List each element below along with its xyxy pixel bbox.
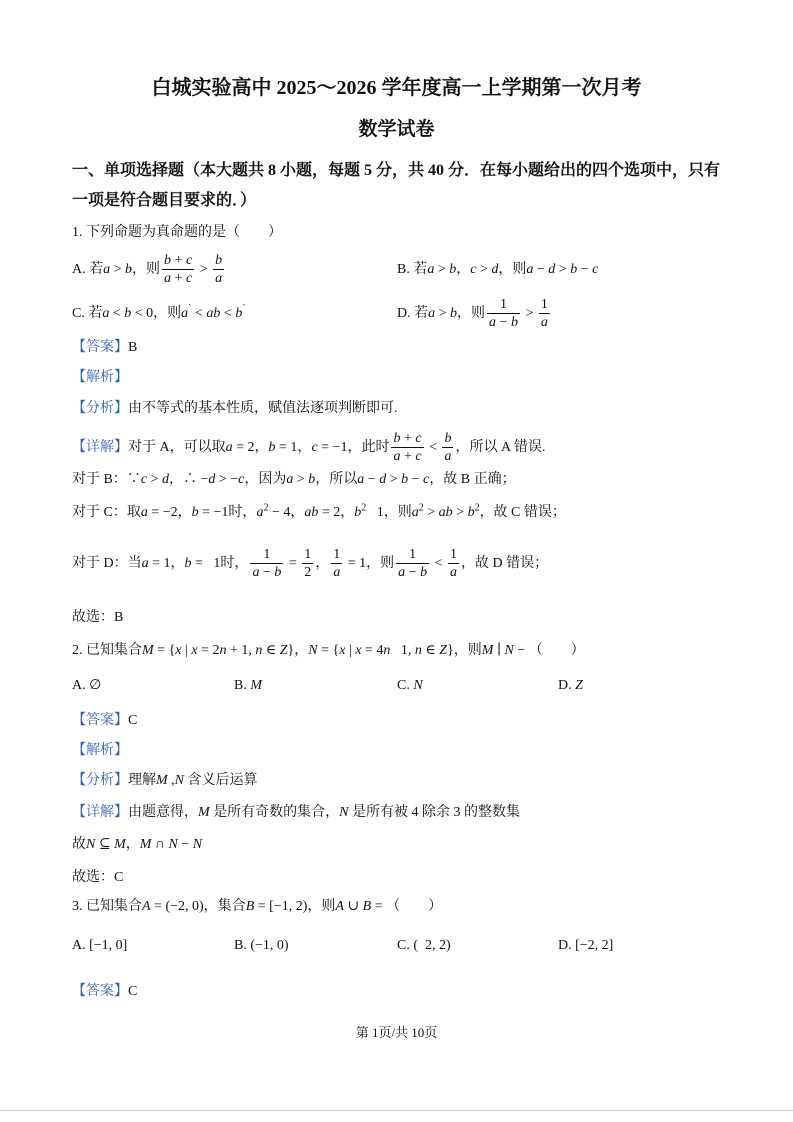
math-variable: M <box>139 837 152 852</box>
q2-conclusion <box>72 867 123 889</box>
text-segment: + <box>400 449 416 465</box>
fraction-numerator <box>302 546 313 564</box>
superscript: 2 <box>474 502 480 514</box>
fraction <box>213 252 224 287</box>
text-segment: 由题意得， <box>128 805 198 820</box>
text-segment: C. 若 <box>72 306 103 321</box>
fraction-denominator <box>539 314 550 331</box>
math-variable: n <box>414 643 422 658</box>
q1-conclusion <box>72 607 123 629</box>
fraction <box>539 296 550 331</box>
math-variable: a <box>256 505 264 520</box>
math-variable: N <box>413 678 423 693</box>
fraction-numerator <box>162 252 194 270</box>
text-segment: 1 <box>449 547 457 563</box>
text-segment: B. (−1, 0) <box>234 938 289 953</box>
q2-xiangjie <box>72 802 520 824</box>
text-segment: > <box>452 505 468 520</box>
fraction-denominator <box>331 564 342 581</box>
text-segment: > <box>293 472 309 487</box>
fraction <box>391 430 423 465</box>
math-variable: a <box>393 449 401 465</box>
superscript: ` <box>188 303 192 315</box>
math-variable: N <box>168 837 178 852</box>
math-variable: M <box>250 678 263 693</box>
text-segment: ，因为 <box>244 472 287 487</box>
math-variable: c <box>185 271 193 287</box>
q2-option-b <box>234 675 262 697</box>
text-segment: 1 <box>263 547 271 563</box>
q1-analysis-label <box>72 367 128 389</box>
section-label: 【详解】 <box>72 805 128 820</box>
text-segment: = <box>285 556 301 571</box>
section-label: 【分析】 <box>72 401 128 416</box>
text-segment: = 1，则 <box>344 556 395 571</box>
text-segment: B <box>128 340 138 355</box>
text-segment: = −1，此时 <box>317 440 390 455</box>
superscript: 2 <box>361 502 367 514</box>
text-segment: − 4， <box>268 505 305 520</box>
math-variable: c <box>185 253 193 269</box>
text-segment: − <box>259 565 275 581</box>
text-segment: A. [−1, 0] <box>72 938 128 953</box>
q2-fenxi <box>72 770 258 792</box>
math-variable: M <box>114 837 126 852</box>
text-segment: 理解 <box>128 773 156 788</box>
text-segment: − <box>533 262 549 277</box>
text-segment: = 4 <box>361 643 384 658</box>
math-variable: a <box>252 565 260 581</box>
text-segment: ，故 C 错误； <box>479 505 566 520</box>
math-variable: b <box>450 306 458 321</box>
text-segment: D. 若 <box>397 306 429 321</box>
text-segment: > <box>196 262 212 277</box>
math-variable: b <box>184 556 192 571</box>
q1-xiangjie <box>72 428 545 468</box>
fraction-numerator <box>448 546 459 564</box>
math-variable: a <box>449 565 457 581</box>
math-variable: b <box>510 315 518 331</box>
math-variable: Z <box>279 643 288 658</box>
text-segment: ，则 <box>498 262 527 277</box>
text-segment: ，故 B 正确； <box>429 472 516 487</box>
math-variable: a <box>181 306 189 321</box>
text-segment: = 1时， <box>191 556 249 571</box>
math-variable: d <box>161 472 169 487</box>
text-segment: < <box>425 440 441 455</box>
text-segment: = 2， <box>232 440 269 455</box>
math-variable: b <box>125 262 133 277</box>
math-variable: ab <box>206 306 221 321</box>
q2-option-a <box>72 675 101 697</box>
math-variable: a <box>103 262 111 277</box>
math-variable: Z <box>575 678 583 693</box>
text-segment: 1. 下列命题为真命题的是（ ） <box>72 225 282 240</box>
math-variable: b <box>274 565 282 581</box>
text-segment: | <box>345 643 356 658</box>
section-label: 【解析】 <box>72 370 128 385</box>
text-segment: ， <box>125 837 140 852</box>
math-variable: A <box>142 899 151 914</box>
text-segment: + <box>171 271 186 287</box>
text-segment: ，所以 A 错误. <box>455 440 546 455</box>
section-label: 【分析】 <box>72 773 128 788</box>
q3-option-c <box>397 935 451 957</box>
math-variable: b <box>308 472 316 487</box>
math-variable: a <box>427 262 435 277</box>
text-segment: D. [−2, 2] <box>558 938 614 953</box>
math-variable: a <box>140 505 148 520</box>
text-segment: = [−1, 2)，则 <box>254 899 336 914</box>
q3-stem <box>72 896 442 918</box>
fraction-numerator <box>539 296 550 314</box>
math-variable: N <box>308 643 318 658</box>
text-segment: ∩ <box>151 837 169 852</box>
text-segment: − <box>177 837 193 852</box>
text-segment: = (−2, 0)，集合 <box>150 899 246 914</box>
text-segment: ∈ <box>421 643 440 658</box>
text-segment: 2 <box>304 565 312 581</box>
text-segment: < <box>220 306 236 321</box>
text-segment: > − <box>215 472 239 487</box>
text-segment: − <box>496 315 511 331</box>
math-variable: Z <box>439 643 448 658</box>
fraction-denominator <box>162 270 194 287</box>
q2-option-c <box>397 675 423 697</box>
text-segment: 故选：B <box>72 610 124 625</box>
q1-stem <box>72 222 282 244</box>
text-segment: ， <box>456 262 471 277</box>
text-segment: − <box>577 262 593 277</box>
fraction <box>302 546 313 581</box>
fraction-denominator <box>442 448 453 465</box>
text-segment: 故选：C <box>72 870 124 885</box>
text-segment: > <box>555 262 571 277</box>
fraction-numerator <box>442 430 453 448</box>
text-segment: 1 <box>304 547 312 563</box>
text-segment: 1 <box>499 297 507 313</box>
math-variable: b <box>444 431 452 447</box>
text-segment: ，则 <box>132 262 161 277</box>
fraction <box>162 252 194 287</box>
math-variable: N <box>192 837 203 852</box>
text-segment: 1 <box>333 547 341 563</box>
text-segment: 对于 C：取 <box>72 505 141 520</box>
fraction-denominator <box>487 314 520 331</box>
math-variable: c <box>311 440 318 455</box>
text-segment: 对于 B：∵ <box>72 472 141 487</box>
q2-answer <box>72 710 137 732</box>
text-segment: , <box>167 773 175 788</box>
math-variable: a <box>286 472 294 487</box>
math-variable: x <box>191 643 198 658</box>
text-segment: = −1时， <box>198 505 257 520</box>
q1-option-b <box>397 259 598 281</box>
section-label: 【详解】 <box>72 440 128 455</box>
text-segment: ，所以 <box>315 472 358 487</box>
math-variable: M <box>156 773 168 788</box>
text-segment: ∪ <box>343 899 363 914</box>
math-variable: ab <box>304 505 319 520</box>
text-segment: > <box>434 262 450 277</box>
text-segment: ⊆ <box>95 837 115 852</box>
q1-option-c <box>72 303 246 325</box>
text-segment: − <box>408 472 424 487</box>
q1-case-d <box>72 544 548 584</box>
fraction-numerator <box>250 546 283 564</box>
text-segment: | <box>181 643 192 658</box>
fraction <box>448 546 459 581</box>
fraction-numerator <box>213 252 224 270</box>
text-segment: > <box>110 262 126 277</box>
q1-option-a <box>72 250 226 290</box>
page-number-footer: 第 1页/共 10页 <box>355 1025 438 1040</box>
superscript: ` <box>242 303 246 315</box>
text-segment: < <box>109 306 125 321</box>
fraction-denominator <box>396 564 429 581</box>
text-segment: }，则 <box>447 643 482 658</box>
text-segment: 1 <box>540 297 548 313</box>
math-variable: x <box>339 643 346 658</box>
q2-analysis-label <box>72 740 128 762</box>
math-variable: a <box>357 472 365 487</box>
text-segment: ，故 D 错误； <box>460 556 549 571</box>
math-variable: b <box>215 253 223 269</box>
math-variable: n <box>255 643 263 658</box>
text-segment: A. ∅ <box>72 678 102 693</box>
math-variable: b <box>235 306 243 321</box>
fraction-denominator <box>448 564 459 581</box>
math-variable: c <box>140 472 148 487</box>
math-variable: A <box>335 899 344 914</box>
math-variable: x <box>175 643 182 658</box>
math-variable: a <box>215 271 223 287</box>
text-segment: = （ ） <box>371 899 443 914</box>
math-variable: M <box>142 643 154 658</box>
text-segment: < 0，则 <box>131 306 182 321</box>
text-segment: B. 若 <box>397 262 428 277</box>
text-segment: ，则 <box>457 306 486 321</box>
section-label: 【解析】 <box>72 743 128 758</box>
math-variable: a <box>540 315 548 331</box>
math-variable: a <box>489 315 497 331</box>
text-segment: A. 若 <box>72 262 104 277</box>
section-label: 【答案】 <box>72 713 128 728</box>
text-segment: 含义后运算 <box>184 773 258 788</box>
text-segment: 1 <box>409 547 417 563</box>
math-variable: M <box>481 643 494 658</box>
math-variable: c <box>423 472 430 487</box>
text-segment: C. ( 2, 2) <box>397 938 451 953</box>
math-variable: a <box>398 565 406 581</box>
text-segment: + 1, <box>226 643 256 658</box>
math-variable: a <box>526 262 534 277</box>
fraction-numerator <box>396 546 429 564</box>
math-variable: c <box>415 449 422 465</box>
math-variable: b <box>191 505 199 520</box>
text-segment: = 1， <box>148 556 185 571</box>
text-segment: + <box>171 253 186 269</box>
text-segment: 故 <box>72 837 86 852</box>
text-segment: }， <box>287 643 309 658</box>
math-variable: b <box>570 262 578 277</box>
text-segment: = 1， <box>275 440 312 455</box>
text-segment: 是所有奇数的集合， <box>209 805 340 820</box>
text-segment: 1，则 <box>366 505 412 520</box>
math-variable: N <box>504 643 514 658</box>
text-segment: < <box>431 556 446 571</box>
fraction-denominator <box>250 564 283 581</box>
q1-case-b <box>72 469 516 491</box>
text-segment: < <box>191 306 207 321</box>
q2-subset-line <box>72 834 202 856</box>
q3-option-b <box>234 935 289 957</box>
q3-option-a <box>72 935 127 957</box>
fraction-denominator <box>302 564 313 581</box>
math-variable: N <box>174 773 185 788</box>
text-segment: − （ ） <box>513 643 585 658</box>
text-segment: D. <box>558 678 576 693</box>
fraction-denominator <box>213 270 224 287</box>
math-variable: N <box>339 805 349 820</box>
math-variable: d <box>379 472 387 487</box>
superscript: 2 <box>418 502 424 514</box>
text-segment: = 2， <box>318 505 355 520</box>
math-variable: a <box>141 556 149 571</box>
section-label: 【答案】 <box>72 984 128 999</box>
math-variable: b <box>401 472 409 487</box>
math-variable: M <box>198 805 210 820</box>
text-segment: B. <box>234 678 251 693</box>
text-segment: − <box>364 472 380 487</box>
text-segment: + <box>400 431 416 447</box>
text-segment: 1, <box>390 643 415 658</box>
superscript: 2 <box>263 502 269 514</box>
math-variable: a <box>411 505 419 520</box>
math-variable: c <box>415 431 422 447</box>
section-heading-line-2: 一项是符合题目要求的．） <box>72 192 257 209</box>
text-segment: ∈ <box>262 643 280 658</box>
math-variable: c <box>238 472 245 487</box>
text-segment: = { <box>317 643 340 658</box>
bottom-divider <box>0 1110 793 1111</box>
fraction-numerator <box>391 430 423 448</box>
text-segment: 对于 A，可以取 <box>128 440 226 455</box>
text-segment: C <box>128 984 138 999</box>
q2-stem <box>72 640 585 662</box>
math-variable: b <box>354 505 362 520</box>
text-segment: = { <box>153 643 176 658</box>
q2-option-d <box>558 675 583 697</box>
math-variable: c <box>592 262 599 277</box>
math-variable: a <box>225 440 233 455</box>
math-variable: b <box>124 306 132 321</box>
math-variable: a <box>164 271 172 287</box>
math-variable: b <box>393 431 401 447</box>
text-segment: ，∴ − <box>168 472 209 487</box>
fraction <box>396 546 429 581</box>
exam-subject-title: 数学试卷 <box>358 119 435 140</box>
text-segment: = 2 <box>197 643 220 658</box>
text-segment: 对于 D：当 <box>72 556 142 571</box>
section-label: 【答案】 <box>72 340 128 355</box>
math-variable: d <box>208 472 216 487</box>
math-variable: n <box>383 643 391 658</box>
fraction <box>442 430 453 465</box>
math-variable: d <box>548 262 556 277</box>
math-variable: ab <box>438 505 453 520</box>
q3-answer <box>72 981 137 1003</box>
math-variable: b <box>420 565 428 581</box>
q1-fenxi <box>72 398 398 420</box>
q1-option-d <box>397 294 552 334</box>
text-segment: − <box>405 565 421 581</box>
math-variable: a <box>102 306 110 321</box>
q1-case-c <box>72 502 566 524</box>
text-segment: ， <box>315 556 330 571</box>
text-segment: > <box>521 306 537 321</box>
text-segment: = −2， <box>147 505 192 520</box>
fraction-denominator <box>391 448 423 465</box>
q3-option-d <box>558 935 613 957</box>
math-variable: b <box>268 440 276 455</box>
text-segment: > <box>386 472 402 487</box>
math-variable: c <box>470 262 477 277</box>
math-variable: b <box>164 253 172 269</box>
math-variable: x <box>355 643 362 658</box>
math-variable: b <box>467 505 475 520</box>
math-variable: a <box>428 306 436 321</box>
math-variable: a <box>333 565 341 581</box>
math-variable: b <box>449 262 457 277</box>
math-variable: N <box>86 837 96 852</box>
math-variable: d <box>491 262 499 277</box>
math-variable: n <box>219 643 227 658</box>
math-variable: a <box>444 449 452 465</box>
text-segment: ∣ <box>493 643 505 658</box>
text-segment: 由不等式的基本性质，赋值法逐项判断即可. <box>128 401 398 416</box>
fraction-numerator <box>331 546 342 564</box>
text-segment: > <box>435 306 451 321</box>
text-segment: 2. 已知集合 <box>72 643 142 658</box>
q1-answer <box>72 337 137 359</box>
page-title: 白城实验高中 2025～2026 学年度高一上学期第一次月考 <box>151 77 642 99</box>
fraction-numerator <box>487 296 520 314</box>
text-segment: > <box>147 472 162 487</box>
text-segment: > <box>423 505 439 520</box>
text-segment: C. <box>397 678 414 693</box>
section-heading-line-1: 一、单项选择题（本大题共 8 小题，每题 5 分，共 40 分．在每小题给出的四个选项中，只有 <box>72 162 721 179</box>
text-segment: C <box>128 713 138 728</box>
fraction <box>250 546 283 581</box>
fraction <box>331 546 342 581</box>
math-variable: B <box>245 899 255 914</box>
math-variable: B <box>362 899 372 914</box>
text-segment: > <box>476 262 492 277</box>
text-segment: 是所有被 4 除余 3 的整数集 <box>348 805 521 820</box>
text-segment: 3. 已知集合 <box>72 899 142 914</box>
fraction <box>487 296 520 331</box>
